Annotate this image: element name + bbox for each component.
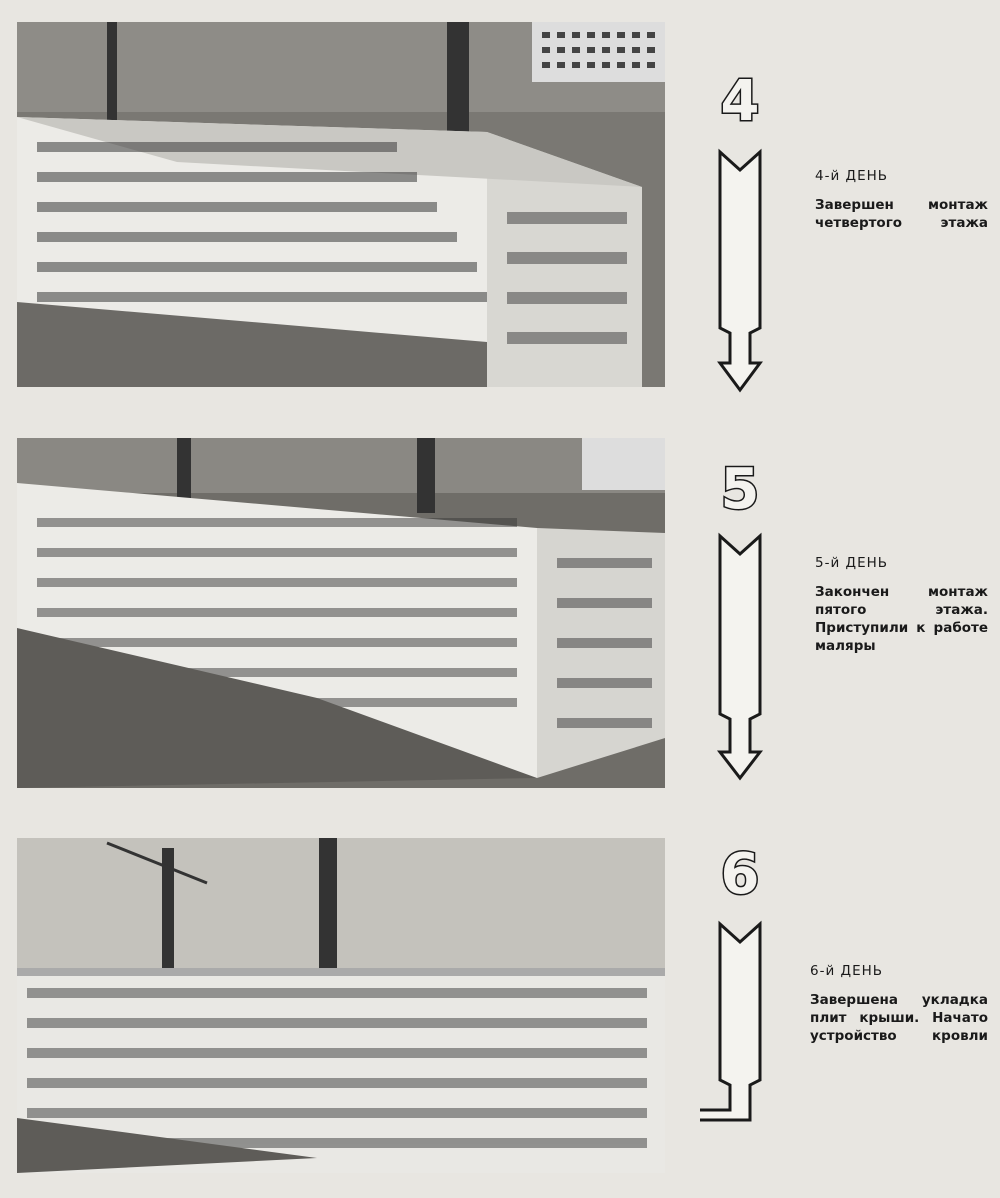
caption-day-4	[815, 168, 988, 232]
down-arrow-icon	[700, 532, 780, 782]
day-label: 5-й ДЕНЬ	[815, 555, 889, 571]
day-label: 6-й ДЕНЬ	[810, 963, 884, 979]
day-description: Завершен монтаж четвертого этажа	[815, 197, 988, 231]
photo-day-6	[17, 838, 665, 1173]
photo-day-4	[17, 22, 665, 387]
photo-day-6-image	[17, 838, 665, 1173]
day-number-4: 4	[720, 69, 760, 134]
day-number-6: 6	[720, 842, 760, 907]
day-label: 4-й ДЕНЬ	[815, 168, 889, 184]
photo-day-5-image	[17, 438, 665, 788]
caption-day-5	[815, 555, 988, 655]
down-arrow-icon	[700, 148, 780, 394]
corner-arrow-icon	[700, 920, 780, 1132]
photo-day-4-image	[17, 22, 665, 387]
day-description: Завершена укладка плит крыши. Начато устройство кровли	[810, 992, 988, 1044]
caption-day-6	[810, 963, 988, 1045]
day-number-5: 5	[720, 457, 760, 522]
photo-day-5	[17, 438, 665, 788]
day-description: Закончен монтаж пятого этажа. Приступили к работе маляры	[815, 584, 988, 654]
